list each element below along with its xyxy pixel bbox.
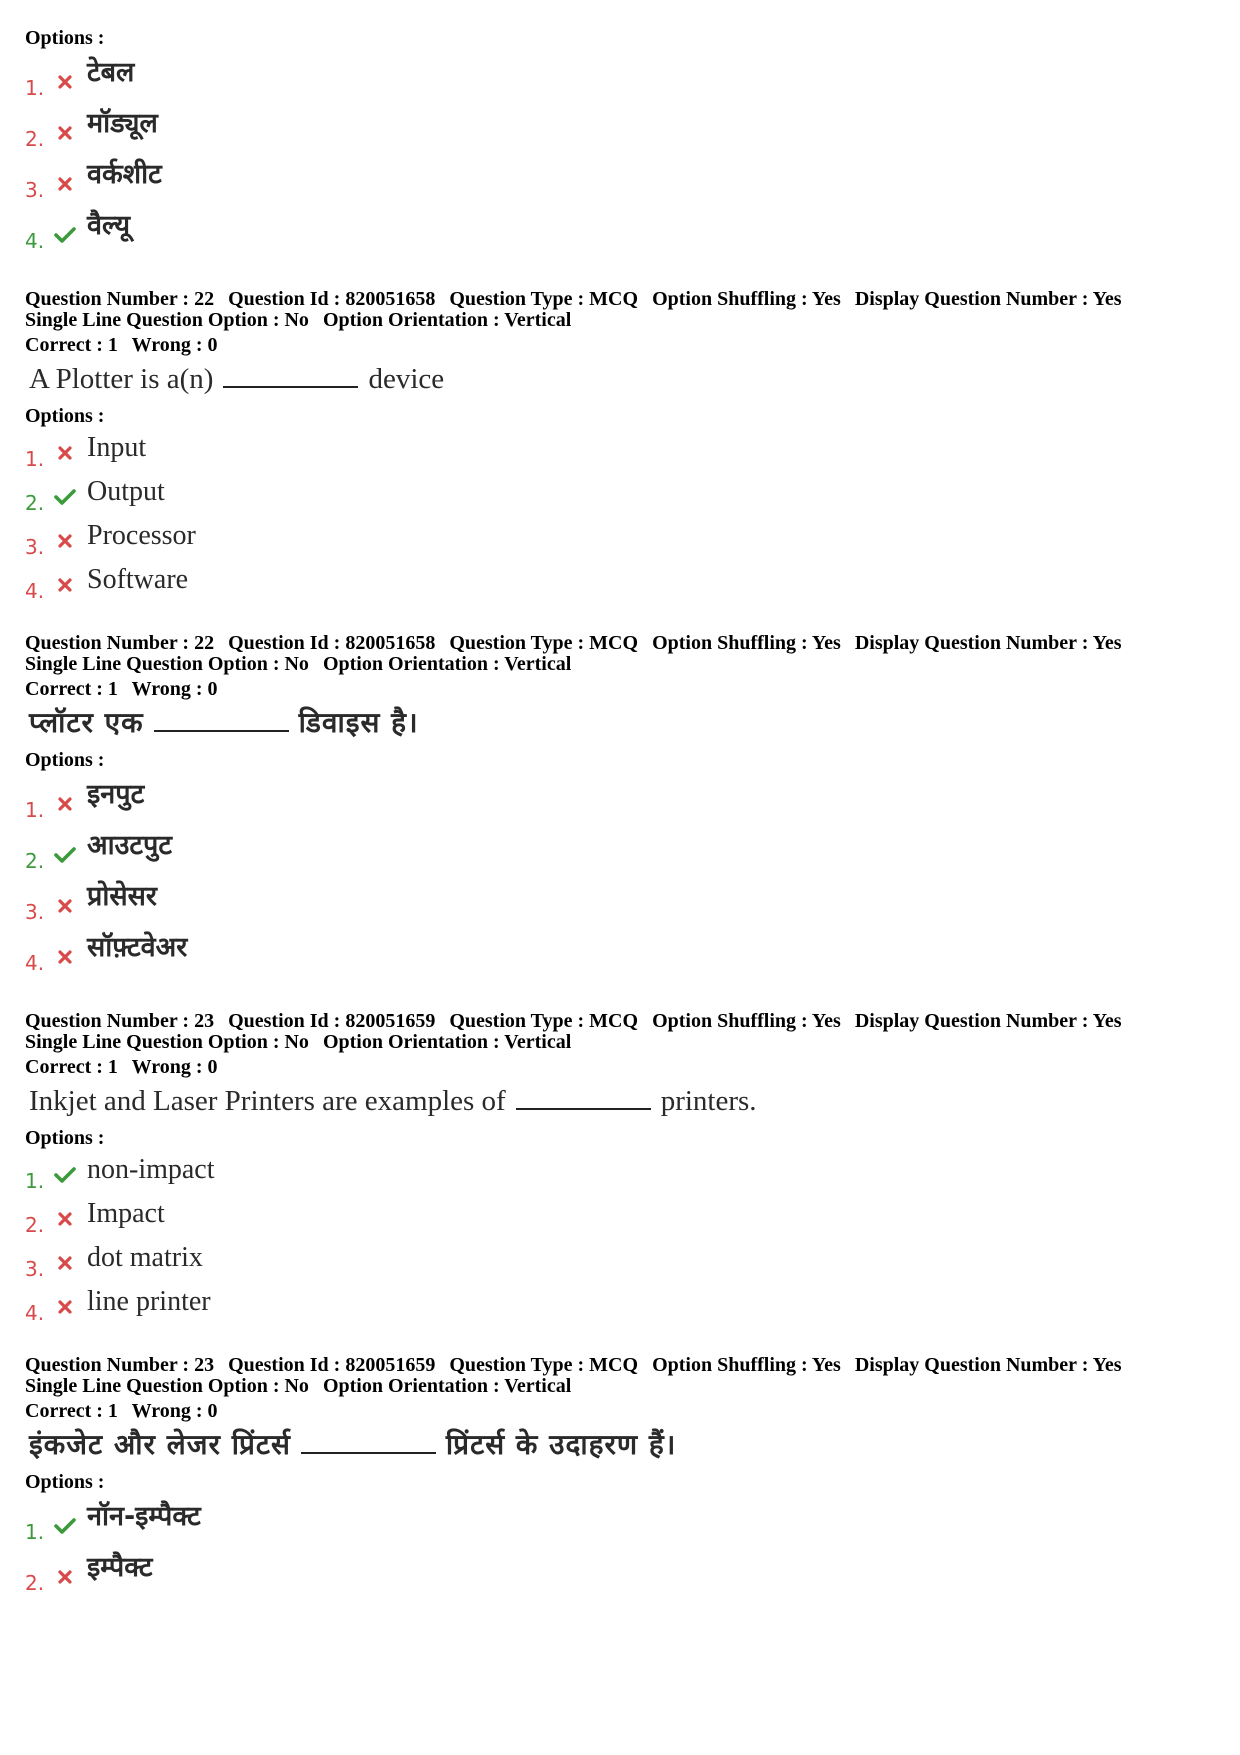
option-number: 2.: [25, 491, 45, 515]
option-item: [25, 151, 1215, 202]
option-text: Software: [87, 564, 189, 595]
top-options-section: [25, 27, 1215, 253]
option-number: 2.: [25, 1213, 45, 1237]
option-shuffling: Option Shuffling : Yes: [652, 288, 841, 310]
question-meta-line-2: [25, 310, 1215, 331]
question-id: Question Id : 820051658: [228, 288, 436, 310]
option-item: [25, 1493, 1215, 1544]
option-item: [25, 427, 1215, 471]
question-meta-line-2: [25, 1376, 1215, 1397]
cross-icon: [51, 439, 79, 467]
question-stem: [29, 1424, 1215, 1465]
exam-paper-page: [25, 27, 1215, 1595]
option-list: [25, 1493, 1215, 1595]
question-number: Question Number : 22: [25, 632, 215, 654]
option-number: 3.: [25, 535, 45, 559]
stem-text-after: device: [368, 363, 445, 395]
cross-icon: [51, 571, 79, 599]
question-meta-line-2: [25, 1032, 1215, 1053]
question-id: Question Id : 820051658: [228, 632, 436, 654]
cross-icon: [51, 790, 79, 818]
display-question-number: Display Question Number : Yes: [854, 1354, 1122, 1376]
option-number: 3.: [25, 900, 45, 924]
option-number: 2.: [25, 849, 45, 873]
score-line: [25, 335, 1215, 356]
question-stem: [29, 702, 1215, 743]
display-question-number: Display Question Number : Yes: [854, 288, 1122, 310]
option-orientation: Option Orientation : Vertical: [322, 1031, 572, 1053]
question-type: Question Type : MCQ: [449, 1010, 639, 1032]
option-number: 3.: [25, 1257, 45, 1281]
display-question-number: Display Question Number : Yes: [854, 632, 1122, 654]
option-orientation: Option Orientation : Vertical: [322, 309, 572, 331]
option-text: Output: [87, 476, 165, 507]
option-text: Input: [87, 432, 147, 463]
option-item: [25, 873, 1215, 924]
option-item: [25, 559, 1215, 603]
stem-text-before: Inkjet and Laser Printers are examples of: [29, 1085, 506, 1117]
option-number: 2.: [25, 1571, 45, 1595]
question-block: [25, 1011, 1215, 1325]
question-type: Question Type : MCQ: [449, 632, 639, 654]
single-line-option: Single Line Question Option : No: [25, 1031, 309, 1053]
score-line: [25, 679, 1215, 700]
option-number: 1.: [25, 798, 45, 822]
options-label: Options :: [25, 27, 105, 49]
option-item: [25, 100, 1215, 151]
option-text: सॉफ़्टवेअर: [87, 932, 188, 963]
option-list: [25, 427, 1215, 603]
single-line-option: Single Line Question Option : No: [25, 309, 309, 331]
cross-icon: [51, 892, 79, 920]
question-block: [25, 289, 1215, 603]
question-number: Question Number : 23: [25, 1354, 215, 1376]
option-text: line printer: [87, 1286, 211, 1317]
correct-score: Correct : 1: [25, 334, 118, 356]
correct-score: Correct : 1: [25, 1056, 118, 1078]
option-orientation: Option Orientation : Vertical: [322, 653, 572, 675]
question-number: Question Number : 23: [25, 1010, 215, 1032]
option-item: [25, 1237, 1215, 1281]
option-number: 4.: [25, 229, 45, 253]
option-number: 4.: [25, 579, 45, 603]
question-block: [25, 1355, 1215, 1595]
option-number: 3.: [25, 178, 45, 202]
option-list: [25, 1149, 1215, 1325]
cross-icon: [51, 68, 79, 96]
option-number: 4.: [25, 951, 45, 975]
options-label: Options :: [25, 749, 105, 771]
wrong-score: Wrong : 0: [131, 1400, 218, 1422]
question-stem: [29, 358, 1215, 399]
option-text: मॉड्यूल: [87, 108, 158, 139]
question-meta-line-1: [25, 289, 1215, 310]
cross-icon: [51, 1249, 79, 1277]
check-icon: [51, 1512, 79, 1540]
stem-text-before: इंकजेट और लेजर प्रिंटर्स: [29, 1428, 291, 1461]
check-icon: [51, 483, 79, 511]
cross-icon: [51, 943, 79, 971]
option-item: [25, 49, 1215, 100]
single-line-option: Single Line Question Option : No: [25, 653, 309, 675]
score-line: [25, 1057, 1215, 1078]
cross-icon: [51, 170, 79, 198]
cross-icon: [51, 119, 79, 147]
option-text: टेबल: [87, 57, 135, 88]
wrong-score: Wrong : 0: [131, 1056, 218, 1078]
option-item: [25, 1149, 1215, 1193]
check-icon: [51, 841, 79, 869]
option-item: [25, 515, 1215, 559]
option-number: 1.: [25, 76, 45, 100]
stem-text-after: printers.: [660, 1085, 757, 1117]
option-item: [25, 1193, 1215, 1237]
question-meta-line-1: [25, 633, 1215, 654]
option-item: [25, 1544, 1215, 1595]
option-item: [25, 471, 1215, 515]
question-number: Question Number : 22: [25, 288, 215, 310]
option-list: [25, 771, 1215, 975]
option-shuffling: Option Shuffling : Yes: [652, 1354, 841, 1376]
correct-score: Correct : 1: [25, 678, 118, 700]
question-id: Question Id : 820051659: [228, 1010, 436, 1032]
question-stem: [29, 1080, 1215, 1121]
options-label: Options :: [25, 1471, 105, 1493]
stem-text-after: डिवाइस है।: [298, 706, 419, 739]
option-text: इम्पैक्ट: [87, 1552, 153, 1583]
single-line-option: Single Line Question Option : No: [25, 1375, 309, 1397]
answer-blank: [223, 358, 358, 388]
option-item: [25, 202, 1215, 253]
question-id: Question Id : 820051659: [228, 1354, 436, 1376]
answer-blank: [301, 1424, 436, 1454]
wrong-score: Wrong : 0: [131, 334, 218, 356]
question-type: Question Type : MCQ: [449, 1354, 639, 1376]
wrong-score: Wrong : 0: [131, 678, 218, 700]
option-number: 1.: [25, 1520, 45, 1544]
question-meta-line-1: [25, 1355, 1215, 1376]
question-block: [25, 633, 1215, 975]
option-number: 4.: [25, 1301, 45, 1325]
option-number: 1.: [25, 1169, 45, 1193]
option-item: [25, 771, 1215, 822]
option-text: आउटपुट: [87, 830, 172, 861]
option-item: [25, 822, 1215, 873]
cross-icon: [51, 1205, 79, 1233]
option-list: [25, 49, 1215, 253]
option-text: वैल्यू: [87, 210, 131, 241]
display-question-number: Display Question Number : Yes: [854, 1010, 1122, 1032]
option-item: [25, 1281, 1215, 1325]
question-type: Question Type : MCQ: [449, 288, 639, 310]
check-icon: [51, 221, 79, 249]
cross-icon: [51, 1293, 79, 1321]
question-meta-line-1: [25, 1011, 1215, 1032]
options-label: Options :: [25, 405, 105, 427]
stem-text-after: प्रिंटर्स के उदाहरण हैं।: [445, 1428, 677, 1461]
answer-blank: [516, 1080, 651, 1110]
options-label: Options :: [25, 1127, 105, 1149]
option-text: वर्कशीट: [87, 159, 162, 190]
answer-blank: [154, 702, 289, 732]
option-text: नॉन-इम्पैक्ट: [87, 1501, 201, 1532]
option-text: प्रोसेसर: [87, 881, 157, 912]
stem-text-before: प्लॉटर एक: [29, 706, 144, 739]
stem-text-before: A Plotter is a(n): [29, 363, 214, 395]
check-icon: [51, 1161, 79, 1189]
option-text: non-impact: [87, 1154, 215, 1185]
option-orientation: Option Orientation : Vertical: [322, 1375, 572, 1397]
option-text: dot matrix: [87, 1242, 203, 1273]
option-number: 1.: [25, 447, 45, 471]
question-meta-line-2: [25, 654, 1215, 675]
option-shuffling: Option Shuffling : Yes: [652, 632, 841, 654]
option-shuffling: Option Shuffling : Yes: [652, 1010, 841, 1032]
option-text: इनपुट: [87, 779, 145, 810]
option-item: [25, 924, 1215, 975]
cross-icon: [51, 527, 79, 555]
correct-score: Correct : 1: [25, 1400, 118, 1422]
option-text: Impact: [87, 1198, 165, 1229]
option-text: Processor: [87, 520, 196, 551]
cross-icon: [51, 1563, 79, 1591]
option-number: 2.: [25, 127, 45, 151]
score-line: [25, 1401, 1215, 1422]
